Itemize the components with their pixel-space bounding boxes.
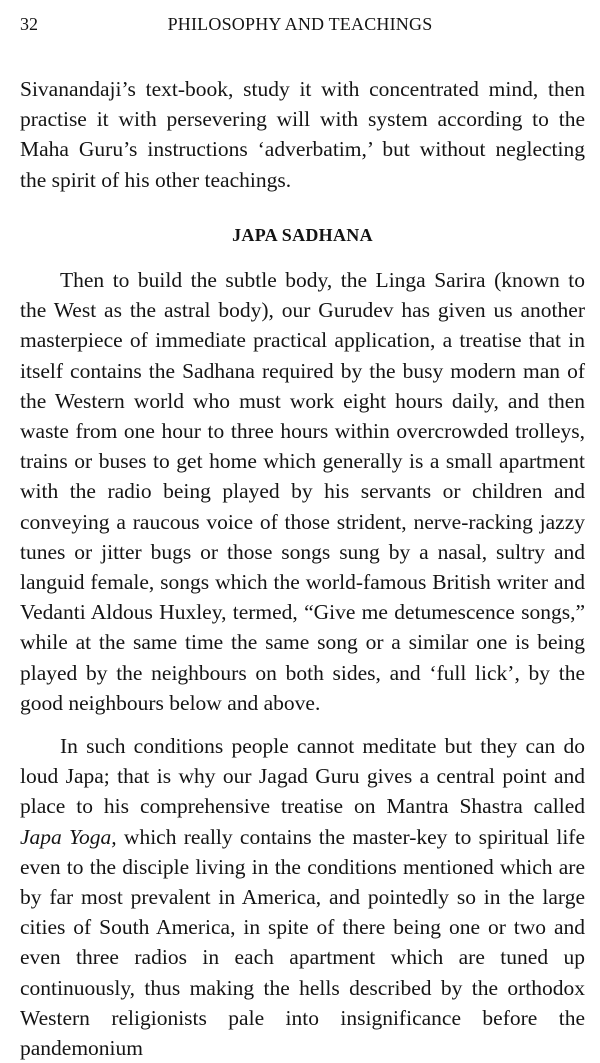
book-title-japa-yoga: Japa Yoga,: [20, 824, 117, 849]
running-header: [20, 14, 580, 42]
paragraph-text-end: which really contains the master-key to spiritual life even to the disciple living in the conditions mentioned which are by far most prevalent in America, and pointedly so in the large cities of South America, in spite of there being one or two and even three radios in each apartment which are tuned up continuously, thus making the hells described by the orthodox Western religionists pale into insignificance before the pandemonium: [20, 824, 586, 1061]
running-title: PHILOSOPHY AND TEACHINGS: [167, 14, 433, 34]
paragraph-text-start: In such conditions people cannot meditate but they can do loud Japa; that is why our Jagad Guru gives a central point and place to his comprehensive treatise on Mantra Shastra called: [20, 734, 585, 819]
paragraph-spacer: [20, 718, 585, 731]
paragraph-astral-body: Then to build the subtle body, the Linga Sarira (known to the West as the astral body), our Gurudev has given us another masterpiece of immediate practical application, a treatise that in itself contains the Sadhana required by the busy modern man of the Western world who must work eight hours daily, and then waste from one hour to three hours within overcrowded trolleys, trains or buses to get home which generally is a small apartment with the radio being played by his servants or children and conveying a raucous voice of those strident, nerve-racking jazzy tunes or jitter bugs or those songs sung by a nasal, sultry and languid female, songs which the world-famous British writer and Vedanti Aldous Huxley, termed, “Give me detumescence songs,” while at the same time the same song or a similar one is being played by the neighbours on both sides, and ‘full lick’, by the good neighbours below and above.: [20, 268, 585, 715]
body-text: [20, 74, 585, 1063]
paragraph-japa-yoga: [20, 731, 585, 1063]
section-heading: JAPA SADHANA: [232, 224, 373, 245]
paragraph-continued: Sivanandaji’s text-book, study it with concentrated mind, then practise it with persevering will with system according to the Maha Guru’s instructions ‘adverbatim,’ but without neglecting the spirit of his other teachings.: [20, 77, 585, 192]
page-number: 32: [20, 14, 38, 34]
